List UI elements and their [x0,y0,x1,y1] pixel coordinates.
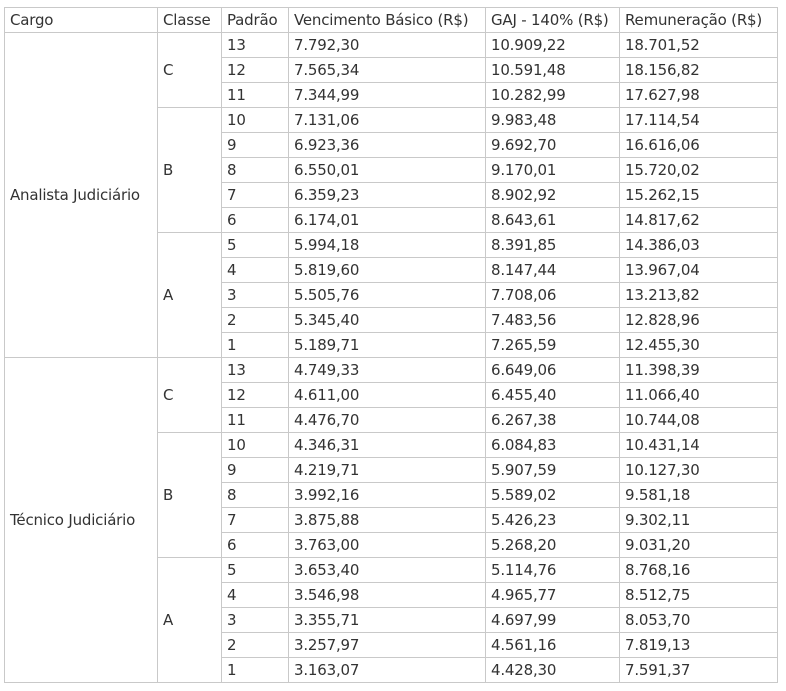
padrao-cell: 9 [222,133,289,158]
vencimento-cell: 7.131,06 [289,108,486,133]
padrao-cell: 6 [222,533,289,558]
gaj-cell: 4.965,77 [486,583,620,608]
classe-cell: C [158,33,222,108]
table-body [5,33,778,683]
remuneracao-cell: 13.213,82 [620,283,778,308]
padrao-cell: 11 [222,83,289,108]
vencimento-cell: 3.257,97 [289,633,486,658]
padrao-cell: 6 [222,208,289,233]
vencimento-cell: 6.923,36 [289,133,486,158]
remuneracao-cell: 16.616,06 [620,133,778,158]
classe-cell: B [158,433,222,558]
gaj-cell: 6.455,40 [486,383,620,408]
gaj-cell: 8.643,61 [486,208,620,233]
padrao-cell: 11 [222,408,289,433]
cargo-cell: Técnico Judiciário [5,358,158,683]
remuneracao-cell: 8.512,75 [620,583,778,608]
vencimento-cell: 6.550,01 [289,158,486,183]
vencimento-cell: 5.819,60 [289,258,486,283]
padrao-cell: 4 [222,258,289,283]
header-row [5,8,778,33]
padrao-cell: 2 [222,633,289,658]
padrao-cell: 13 [222,33,289,58]
remuneracao-cell: 13.967,04 [620,258,778,283]
vencimento-cell: 3.163,07 [289,658,486,683]
classe-cell: B [158,108,222,233]
gaj-cell: 9.692,70 [486,133,620,158]
remuneracao-cell: 9.302,11 [620,508,778,533]
padrao-cell: 12 [222,383,289,408]
vencimento-cell: 3.355,71 [289,608,486,633]
padrao-cell: 4 [222,583,289,608]
remuneracao-cell: 9.031,20 [620,533,778,558]
salary-table [4,7,778,683]
header-classe: Classe [158,8,222,33]
remuneracao-cell: 7.819,13 [620,633,778,658]
remuneracao-cell: 11.398,39 [620,358,778,383]
vencimento-cell: 7.565,34 [289,58,486,83]
gaj-cell: 6.267,38 [486,408,620,433]
remuneracao-cell: 17.114,54 [620,108,778,133]
padrao-cell: 13 [222,358,289,383]
header-gaj: GAJ - 140% (R$) [486,8,620,33]
vencimento-cell: 3.992,16 [289,483,486,508]
gaj-cell: 6.084,83 [486,433,620,458]
remuneracao-cell: 12.828,96 [620,308,778,333]
padrao-cell: 7 [222,183,289,208]
remuneracao-cell: 14.817,62 [620,208,778,233]
gaj-cell: 10.591,48 [486,58,620,83]
gaj-cell: 5.268,20 [486,533,620,558]
vencimento-cell: 5.345,40 [289,308,486,333]
vencimento-cell: 5.994,18 [289,233,486,258]
vencimento-cell: 5.505,76 [289,283,486,308]
remuneracao-cell: 10.127,30 [620,458,778,483]
vencimento-cell: 3.875,88 [289,508,486,533]
gaj-cell: 7.708,06 [486,283,620,308]
gaj-cell: 5.589,02 [486,483,620,508]
padrao-cell: 3 [222,283,289,308]
padrao-cell: 5 [222,558,289,583]
table-row [5,33,778,58]
remuneracao-cell: 15.262,15 [620,183,778,208]
vencimento-cell: 4.219,71 [289,458,486,483]
remuneracao-cell: 18.156,82 [620,58,778,83]
header-remuneracao: Remuneração (R$) [620,8,778,33]
gaj-cell: 4.697,99 [486,608,620,633]
vencimento-cell: 7.792,30 [289,33,486,58]
vencimento-cell: 4.611,00 [289,383,486,408]
gaj-cell: 8.147,44 [486,258,620,283]
remuneracao-cell: 8.768,16 [620,558,778,583]
table-row [5,358,778,383]
gaj-cell: 6.649,06 [486,358,620,383]
remuneracao-cell: 18.701,52 [620,33,778,58]
header-padrao: Padrão [222,8,289,33]
gaj-cell: 4.428,30 [486,658,620,683]
remuneracao-cell: 12.455,30 [620,333,778,358]
remuneracao-cell: 11.066,40 [620,383,778,408]
classe-cell: C [158,358,222,433]
padrao-cell: 10 [222,108,289,133]
padrao-cell: 1 [222,333,289,358]
vencimento-cell: 6.359,23 [289,183,486,208]
vencimento-cell: 4.749,33 [289,358,486,383]
gaj-cell: 4.561,16 [486,633,620,658]
cargo-cell: Analista Judiciário [5,33,158,358]
vencimento-cell: 7.344,99 [289,83,486,108]
gaj-cell: 8.391,85 [486,233,620,258]
remuneracao-cell: 10.431,14 [620,433,778,458]
gaj-cell: 8.902,92 [486,183,620,208]
gaj-cell: 7.265,59 [486,333,620,358]
gaj-cell: 5.114,76 [486,558,620,583]
remuneracao-cell: 14.386,03 [620,233,778,258]
padrao-cell: 3 [222,608,289,633]
vencimento-cell: 3.653,40 [289,558,486,583]
gaj-cell: 9.170,01 [486,158,620,183]
gaj-cell: 7.483,56 [486,308,620,333]
header-cargo: Cargo [5,8,158,33]
padrao-cell: 8 [222,158,289,183]
remuneracao-cell: 7.591,37 [620,658,778,683]
padrao-cell: 1 [222,658,289,683]
gaj-cell: 9.983,48 [486,108,620,133]
gaj-cell: 10.909,22 [486,33,620,58]
gaj-cell: 10.282,99 [486,83,620,108]
remuneracao-cell: 17.627,98 [620,83,778,108]
classe-cell: A [158,558,222,683]
gaj-cell: 5.907,59 [486,458,620,483]
padrao-cell: 7 [222,508,289,533]
padrao-cell: 10 [222,433,289,458]
remuneracao-cell: 9.581,18 [620,483,778,508]
vencimento-cell: 6.174,01 [289,208,486,233]
padrao-cell: 9 [222,458,289,483]
vencimento-cell: 4.476,70 [289,408,486,433]
vencimento-cell: 5.189,71 [289,333,486,358]
header-vencimento: Vencimento Básico (R$) [289,8,486,33]
vencimento-cell: 4.346,31 [289,433,486,458]
remuneracao-cell: 8.053,70 [620,608,778,633]
padrao-cell: 12 [222,58,289,83]
remuneracao-cell: 10.744,08 [620,408,778,433]
remuneracao-cell: 15.720,02 [620,158,778,183]
vencimento-cell: 3.546,98 [289,583,486,608]
gaj-cell: 5.426,23 [486,508,620,533]
classe-cell: A [158,233,222,358]
padrao-cell: 2 [222,308,289,333]
vencimento-cell: 3.763,00 [289,533,486,558]
padrao-cell: 5 [222,233,289,258]
padrao-cell: 8 [222,483,289,508]
